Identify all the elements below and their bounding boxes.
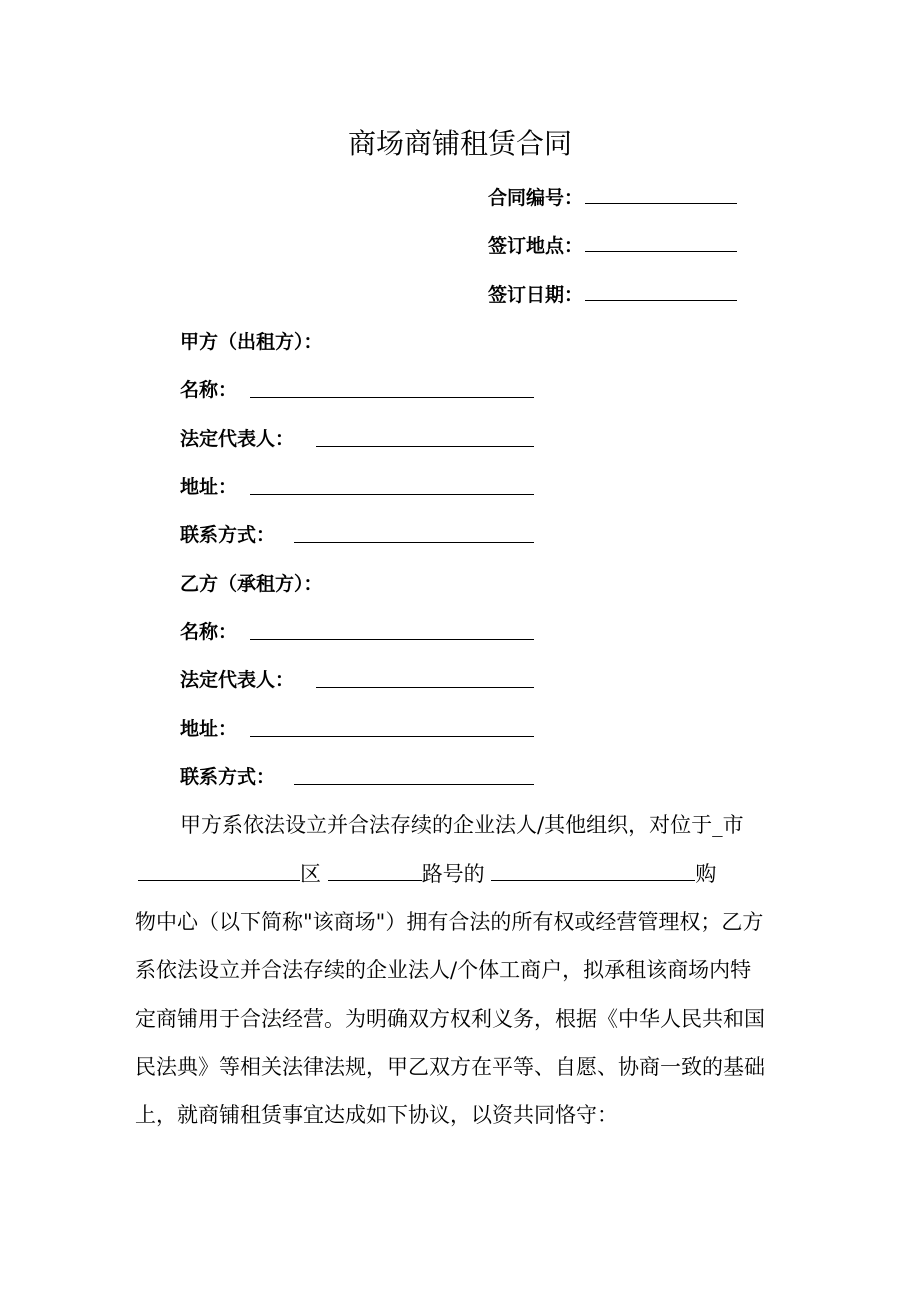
party-a-representative-blank [316, 446, 534, 447]
party-a-contact-row [180, 520, 275, 550]
party-a-address-label: 地址： [180, 476, 238, 498]
purchase-label: 购 [695, 862, 717, 886]
party-b-contact-blank [294, 784, 534, 785]
signing-date-row [488, 280, 737, 308]
contract-number-row [488, 183, 737, 211]
party-b-name-label: 名称： [180, 621, 238, 643]
district-label: 区 [300, 862, 321, 886]
signing-place-blank [585, 231, 737, 252]
mall-name-blank [491, 858, 695, 881]
party-a-name-label: 名称： [180, 379, 238, 401]
party-b-contact-label: 联系方式： [180, 766, 276, 788]
body-line-5: 定商铺用于合法经营。为明确双方权利义务，根据《中华人民共和国 [135, 1007, 765, 1031]
signing-place-label: 签订地点： [488, 235, 584, 257]
party-a-contact-blank [294, 542, 534, 543]
city-blank [138, 858, 300, 881]
party-a-contact-label: 联系方式： [180, 524, 276, 546]
party-b-representative-row [180, 665, 294, 695]
party-b-representative-blank [316, 687, 534, 688]
body-line-4: 系依法设立并合法存续的企业法人/个体工商户，拟承租该商场内特 [135, 958, 752, 982]
body-line-3: 物中心（以下简称"该商场"）拥有合法的所有权或经营管理权；乙方 [135, 910, 764, 934]
signing-date-label: 签订日期： [488, 284, 584, 306]
party-b-name-blank [250, 639, 534, 640]
signing-date-blank [585, 280, 737, 301]
body-line-7: 上，就商铺租赁事宜达成如下协议，以资共同恪守： [135, 1103, 618, 1127]
party-a-heading: 甲方（出租方）： [180, 331, 323, 353]
party-b-address-blank [250, 736, 534, 737]
road-label: 路号的 [421, 862, 485, 886]
page-title: 商场商铺租赁合同 [347, 127, 572, 160]
party-b-heading: 乙方（承租方）： [180, 573, 323, 595]
body-line-2 [138, 858, 716, 888]
signing-place-row [488, 231, 737, 259]
party-b-address-row [180, 714, 237, 744]
party-a-name-blank [250, 397, 534, 398]
party-a-name-row [180, 375, 237, 405]
party-b-name-row [180, 617, 237, 647]
party-b-contact-row [180, 762, 275, 792]
party-a-address-row [180, 472, 237, 502]
party-a-address-blank [250, 494, 534, 495]
party-a-representative-row [180, 424, 294, 454]
party-b-representative-label: 法定代表人： [180, 669, 295, 691]
party-b-address-label: 地址： [180, 718, 238, 740]
contract-number-blank [585, 183, 737, 204]
body-line-1: 甲方系依法设立并合法存续的企业法人/其他组织，对位于_市 [180, 813, 744, 837]
party-a-representative-label: 法定代表人： [180, 428, 295, 450]
body-line-6: 民法典》等相关法律法规，甲乙双方在平等、自愿、协商一致的基础 [135, 1055, 765, 1079]
district-blank [328, 858, 422, 881]
contract-number-label: 合同编号： [488, 187, 584, 209]
